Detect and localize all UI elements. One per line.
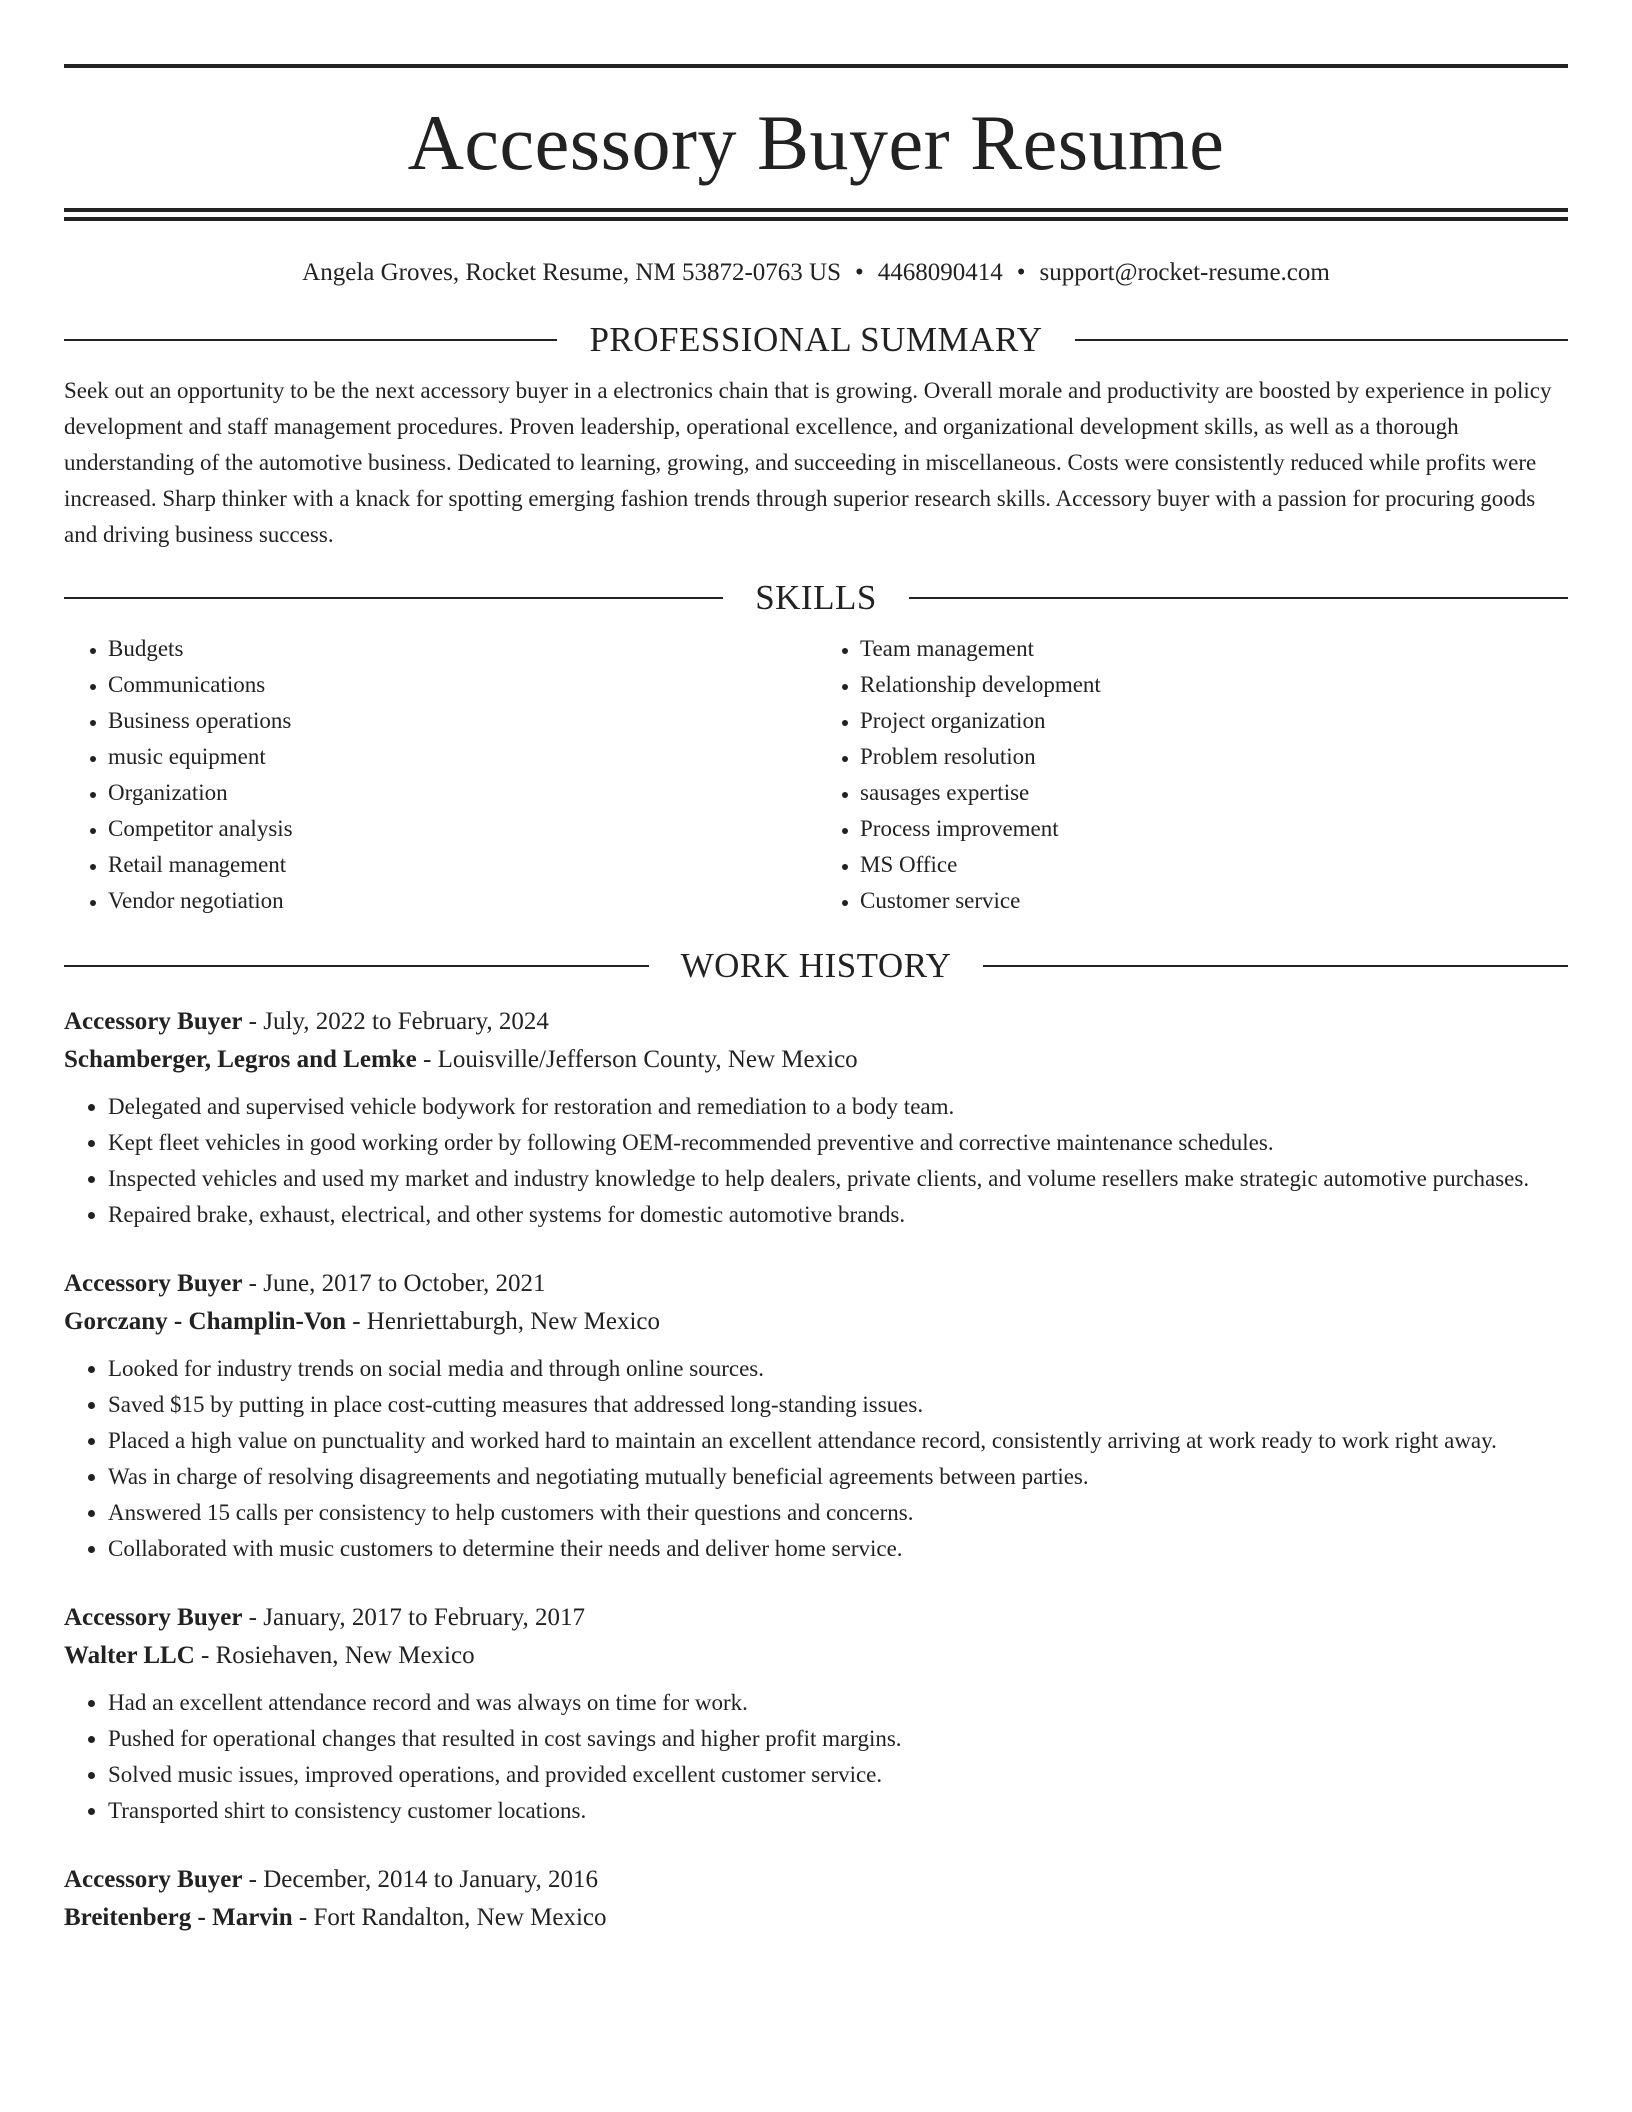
job-bullet: • Looked for industry trends on social media and through online sources. <box>108 1351 1568 1387</box>
skills-section-heading <box>64 575 1568 621</box>
job-bullets <box>64 1089 1568 1233</box>
job-title-line <box>64 1599 1568 1637</box>
work-heading-label: WORK HISTORY <box>680 946 952 985</box>
skill-item: • Customer service <box>860 883 1568 919</box>
job-title: Accessory Buyer <box>64 1270 243 1297</box>
job-title-line <box>64 1861 1568 1899</box>
resume-page <box>64 64 1568 1937</box>
job-bullet: • Solved music issues, improved operations, and provided excellent customer service. <box>108 1757 1568 1793</box>
skill-item: • Problem resolution <box>860 739 1568 775</box>
job-title-line <box>64 1003 1568 1041</box>
job-dates: - January, 2017 to February, 2017 <box>242 1604 585 1631</box>
work-history-list <box>64 1003 1568 1937</box>
job-company: Walter LLC <box>64 1642 195 1669</box>
job-bullet: • Kept fleet vehicles in good working order by following OEM-recommended preventive and corrective maintenance schedules. <box>108 1125 1568 1161</box>
skill-item: • Budgets <box>108 631 816 667</box>
heading-rule <box>64 965 649 967</box>
skills-column-left <box>64 631 816 919</box>
job-entry <box>64 1861 1568 1937</box>
skill-item: • music equipment <box>108 739 816 775</box>
contact-address: Angela Groves, Rocket Resume, NM 53872-0763 US <box>302 259 841 286</box>
job-location: - Rosiehaven, New Mexico <box>194 1642 475 1669</box>
job-company: Breitenberg - Marvin <box>64 1904 293 1931</box>
job-company: Gorczany - Champlin-Von <box>64 1308 346 1335</box>
skill-item: • Project organization <box>860 703 1568 739</box>
job-title: Accessory Buyer <box>64 1604 243 1631</box>
job-bullet: • Repaired brake, exhaust, electrical, and other systems for domestic automotive brands. <box>108 1197 1568 1233</box>
skill-item: • sausages expertise <box>860 775 1568 811</box>
skill-item: • Vendor negotiation <box>108 883 816 919</box>
job-company-line <box>64 1041 1568 1079</box>
job-entry <box>64 1265 1568 1567</box>
summary-text: Seek out an opportunity to be the next accessory buyer in a electronics chain that is growing. Overall morale and productivity are boosted by experience in policy development and staff management procedures. Proven leadership, operational excellence, and organizational development skills, as well as a thorough understanding of the automotive business. Dedicated to learning, growing, and succeeding in miscellaneous. Costs were consistently reduced while profits were increased. Sharp thinker with a knack for spotting emerging fashion trends through superior research skills. Accessory buyer with a passion for procuring goods and driving business success. <box>64 378 1552 547</box>
skill-item: • Relationship development <box>860 667 1568 703</box>
top-rule <box>64 64 1568 68</box>
job-bullet: • Pushed for operational changes that resulted in cost savings and higher profit margins. <box>108 1721 1568 1757</box>
work-section-heading <box>64 943 1568 989</box>
skill-item: • Organization <box>108 775 816 811</box>
job-location: - Henriettaburgh, New Mexico <box>345 1308 661 1335</box>
job-title-line <box>64 1265 1568 1303</box>
job-company-line <box>64 1637 1568 1675</box>
job-bullet: • Delegated and supervised vehicle bodywork for restoration and remediation to a body team. <box>108 1089 1568 1125</box>
heading-rule <box>983 965 1568 967</box>
heading-rule <box>1075 339 1568 341</box>
job-bullets <box>64 1351 1568 1567</box>
job-entry <box>64 1003 1568 1233</box>
job-bullet: • Answered 15 calls per consistency to help customers with their questions and concerns. <box>108 1495 1568 1531</box>
job-bullet: • Saved $15 by putting in place cost-cutting measures that addressed long-standing issues. <box>108 1387 1568 1423</box>
job-bullet: • Had an excellent attendance record and was always on time for work. <box>108 1685 1568 1721</box>
contact-separator: • <box>855 259 864 286</box>
job-company-line <box>64 1303 1568 1341</box>
skill-item: • Competitor analysis <box>108 811 816 847</box>
contact-line <box>64 255 1568 291</box>
skill-item: • Retail management <box>108 847 816 883</box>
contact-separator: • <box>1016 259 1026 286</box>
skill-item: • Communications <box>108 667 816 703</box>
heading-rule <box>909 597 1568 599</box>
job-bullet: • Was in charge of resolving disagreements and negotiating mutually beneficial agreements between parties. <box>108 1459 1568 1495</box>
contact-phone: 4468090414 <box>877 259 1003 286</box>
summary-section-heading <box>64 317 1568 363</box>
job-bullet: • Collaborated with music customers to determine their needs and deliver home service. <box>108 1531 1568 1567</box>
job-bullet: • Placed a high value on punctuality and worked hard to maintain an excellent attendance record, consistently arriving at work ready to work right away. <box>108 1423 1568 1459</box>
job-bullets <box>64 1685 1568 1829</box>
job-location: - Fort Randalton, New Mexico <box>292 1904 607 1931</box>
job-entry <box>64 1599 1568 1829</box>
heading-rule <box>64 597 723 599</box>
skill-item: • MS Office <box>860 847 1568 883</box>
job-dates: - July, 2022 to February, 2024 <box>242 1008 549 1035</box>
contact-email: support@rocket-resume.com <box>1039 259 1330 286</box>
job-company-line <box>64 1899 1568 1937</box>
job-title: Accessory Buyer <box>64 1866 243 1893</box>
skills-heading-label: SKILLS <box>755 578 877 617</box>
job-location: - Louisville/Jefferson County, New Mexico <box>416 1046 858 1073</box>
skill-item: • Process improvement <box>860 811 1568 847</box>
job-bullet: • Inspected vehicles and used my market and industry knowledge to help dealers, private clients, and volume resellers make strategic automotive purchases. <box>108 1161 1568 1197</box>
skills-column-right <box>816 631 1568 919</box>
job-bullet: • Transported shirt to consistency customer locations. <box>108 1793 1568 1829</box>
summary-heading-label: PROFESSIONAL SUMMARY <box>589 320 1043 359</box>
skills-list <box>64 631 1568 919</box>
job-dates: - June, 2017 to October, 2021 <box>242 1270 546 1297</box>
title-rule-lower <box>64 217 1568 221</box>
job-company: Schamberger, Legros and Lemke <box>64 1046 417 1073</box>
skill-item: • Business operations <box>108 703 816 739</box>
job-dates: - December, 2014 to January, 2016 <box>242 1866 599 1893</box>
skill-item: • Team management <box>860 631 1568 667</box>
heading-rule <box>64 339 557 341</box>
job-title: Accessory Buyer <box>64 1008 243 1035</box>
document-title: Accessory Buyer Resume <box>407 99 1225 186</box>
title-rule-upper <box>64 208 1568 212</box>
